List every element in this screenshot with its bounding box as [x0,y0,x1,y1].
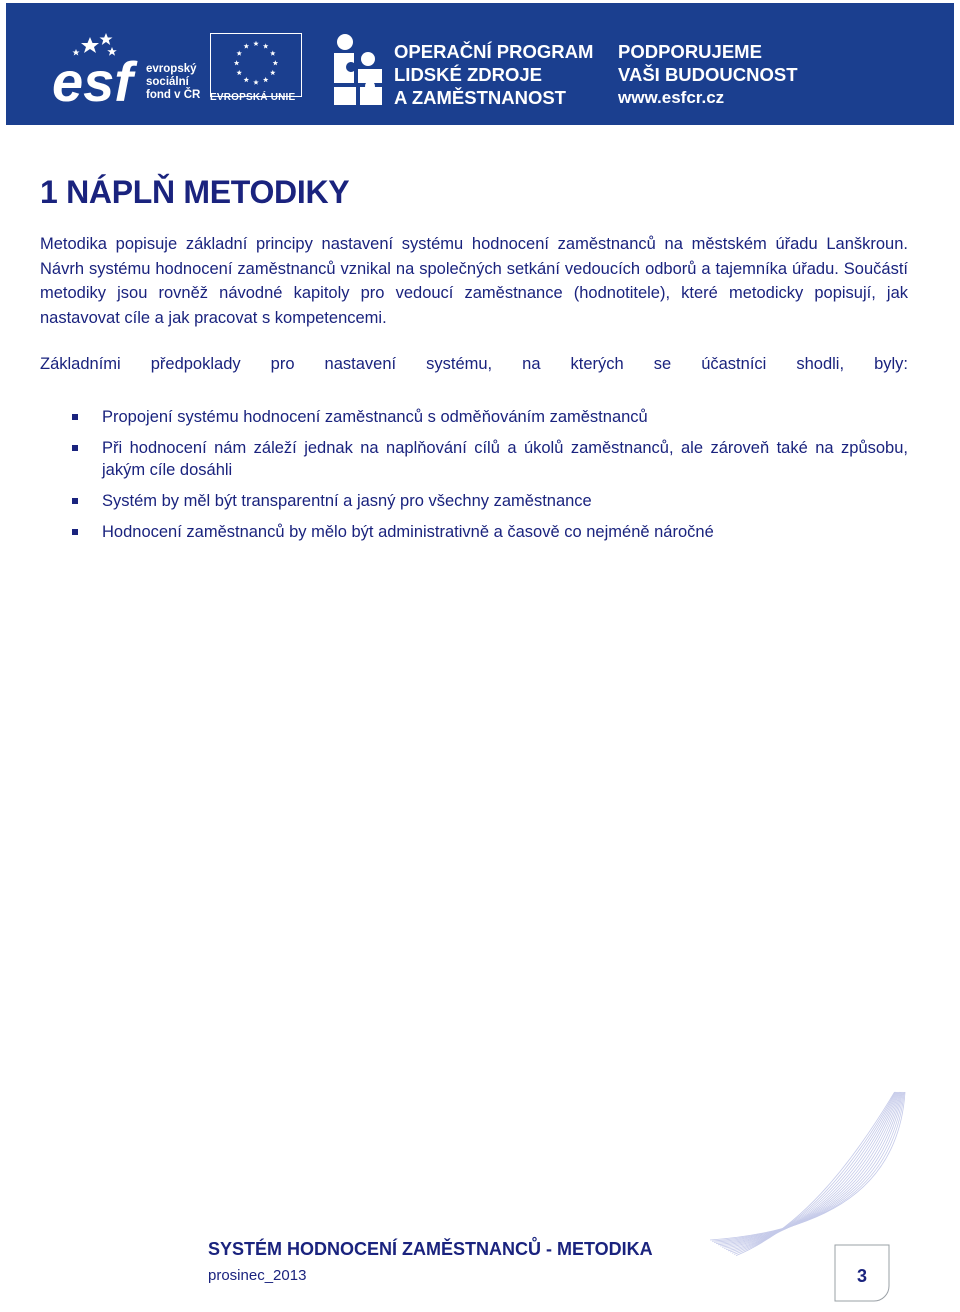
square-bullet-icon [72,529,78,535]
eu-star-icon [263,77,269,82]
esf-caption: evropský sociální fond v ČR [146,63,201,101]
puzzle-people-icon [332,33,384,105]
svg-text:esf: esf [52,50,133,105]
header-banner [6,3,954,125]
eu-star-icon [270,70,276,75]
square-bullet-icon [72,414,78,420]
footer-title: SYSTÉM HODNOCENÍ ZAMĚSTNANCŮ - METODIKA [208,1239,653,1259]
square-bullet-icon [72,445,78,451]
list-item: Při hodnocení nám záleží jednak na naplňování cílů a úkolů zaměstnanců, ale zároveň také na způsobu, jakým cíle dosáhli [40,437,908,481]
eu-flag-icon [210,33,302,97]
assumptions-list [40,406,908,552]
footer-date: prosinec_2013 [208,1267,307,1284]
intro-paragraph: Metodika popisuje základní principy nastavení systému hodnocení zaměstnanců na městském úřadu Lanškroun. Návrh systému hodnocení zaměstnanců vznikal na společných setkání vedoucích odborů a tajemníka úřadu. Součástí metodiky jsou rovněž návodné kapitoly pro vedoucí zaměstnance (hodnotitele), které metodicky popisují, jak nastavovat cíle a jak pracovat s kompetencemi. [40,235,908,327]
list-item: Hodnocení zaměstnanců by mělo být administrativně a časově co nejméně náročné [40,521,908,543]
eu-star-icon [236,50,242,55]
program-title: OPERAČNÍ PROGRAM LIDSKÉ ZDROJE A ZAMĚSTNANOST [394,41,594,108]
assumptions-paragraph: Základními předpoklady pro nastavení systému, na kterých se účastníci shodli, byly: [40,355,908,373]
eu-star-icon [263,43,269,48]
chapter-title: 1 NÁPLŇ METODIKY [40,174,350,210]
eu-star-icon [236,70,242,75]
eu-star-icon [234,60,240,65]
website-text: www.esfcr.cz [618,88,725,107]
eu-star-icon [244,43,250,48]
square-bullet-icon [72,498,78,504]
slogan: PODPORUJEME VAŠI BUDOUCNOST www.esfcr.cz [618,41,798,107]
list-item: Systém by měl být transparentní a jasný pro všechny zaměstnance [40,490,908,512]
eu-star-icon [244,77,250,82]
eu-star-icon [253,41,259,46]
eu-star-icon [273,60,279,65]
list-item: Propojení systému hodnocení zaměstnanců s odměňováním zaměstnanců [40,406,908,428]
eu-star-icon [253,80,259,85]
eu-star-icon [270,50,276,55]
page-number: 3 [856,1266,867,1286]
eu-caption: EVROPSKÁ UNIE [210,92,296,103]
